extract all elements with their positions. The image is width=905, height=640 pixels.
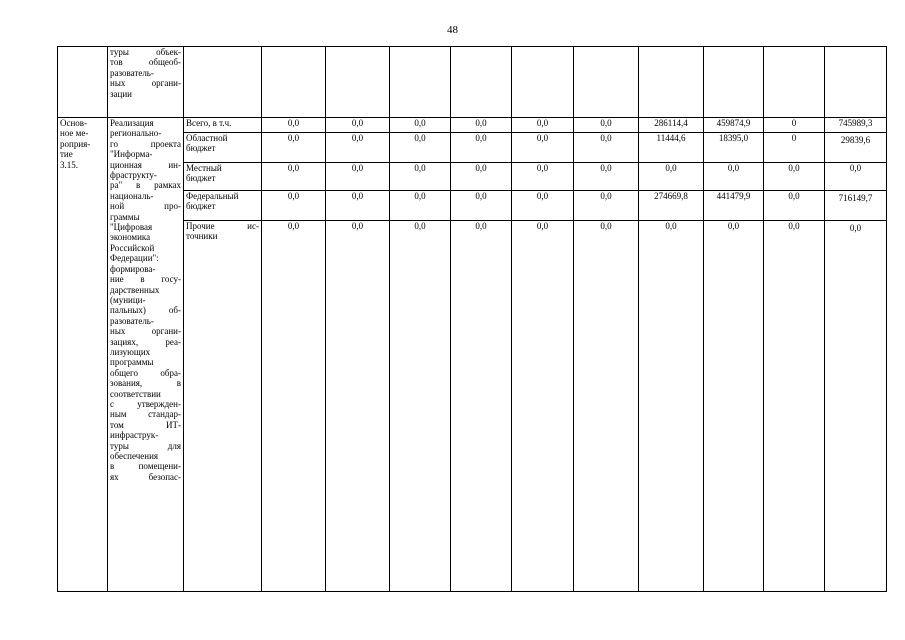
value-cell: 0,0 [451,191,512,221]
value-cell: 0,0 [451,163,512,191]
funding-source-cell: Федеральный бюджет [184,191,262,221]
value-cell: 18395,0 [704,133,764,163]
value-cell: 0,0 [390,221,451,592]
value-cell-empty [574,47,639,118]
value-cell: 0,0 [390,133,451,163]
value-cell: 0,0 [262,221,326,592]
measure-name-cell-empty [58,47,108,118]
continued-description-cell: туры объек- тов общеоб- разователь- ных органи- зации [108,47,184,118]
value-cell: 0,0 [326,118,390,133]
value-cell: 0,0 [512,133,574,163]
value-cell: 0,0 [704,163,764,191]
funding-source-cell: Областной бюджет [184,133,262,163]
value-cell: 0,0 [326,163,390,191]
value-cell-empty [451,47,512,118]
value-cell: 0 [764,133,825,163]
value-cell: 0,0 [451,133,512,163]
value-cell: 0,0 [764,163,825,191]
value-cell: 0,0 [451,221,512,592]
value-cell: 0,0 [262,133,326,163]
value-cell: 0,0 [451,118,512,133]
value-cell-empty [639,47,704,118]
value-cell: 11444,6 [639,133,704,163]
value-cell-empty [390,47,451,118]
value-cell: 274669,8 [639,191,704,221]
value-cell: 0,0 [574,133,639,163]
source-cell-empty [184,47,262,118]
funding-source-cell: Всего, в т.ч. [184,118,262,133]
value-cell: 0,0 [512,191,574,221]
value-cell-empty [764,47,825,118]
value-cell: 286114,4 [639,118,704,133]
value-cell: 0,0 [512,221,574,592]
value-cell: 441479,9 [704,191,764,221]
value-cell: 0,0 [574,221,639,592]
value-cell: 0,0 [574,163,639,191]
value-cell-empty [704,47,764,118]
measure-description-cell: Реализация регионально- го проекта "Информа- ционная ин- фраструкту- ра" в рамках националь- ной про- граммы "Цифровая экономика Российской Федерации": формирова- ние в госу- дарственных (муници- пальных) об- разователь- ных органи- зациях, реа- лизующих программы общего обра- зования, в соответствии с утвержден- ным стандар- том ИТ- инфраструк- туры для обеспечения в помещени- ях безопас- [108,118,184,592]
funding-source-cell: Местный бюджет [184,163,262,191]
value-cell: 0,0 [574,118,639,133]
value-cell: 0,0 [262,191,326,221]
value-cell: 0,0 [262,163,326,191]
measure-name-cell: Основ- ное ме- роприя- тие 3.15. [58,118,108,592]
funding-source-cell: Прочие ис- точники [184,221,262,592]
page-number: 48 [447,24,458,36]
value-cell: 0,0 [390,191,451,221]
value-cell-empty [326,47,390,118]
value-cell: 0,0 [825,221,887,592]
table-row [58,118,887,133]
value-cell: 0,0 [825,163,887,191]
value-cell: 0,0 [764,191,825,221]
value-cell: 0,0 [390,163,451,191]
value-cell: 0,0 [512,163,574,191]
value-cell: 0,0 [326,191,390,221]
value-cell: 0,0 [639,221,704,592]
value-cell: 745989,3 [825,118,887,133]
value-cell: 0,0 [764,221,825,592]
value-cell: 716149,7 [825,191,887,221]
value-cell-empty [512,47,574,118]
value-cell: 0,0 [512,118,574,133]
value-cell-empty [262,47,326,118]
value-cell: 0,0 [390,118,451,133]
value-cell: 0,0 [326,133,390,163]
value-cell: 0 [764,118,825,133]
value-cell: 0,0 [639,163,704,191]
value-cell: 0,0 [326,221,390,592]
value-cell: 459874,9 [704,118,764,133]
funding-table [57,46,887,592]
value-cell: 0,0 [704,221,764,592]
table-row [58,47,887,118]
value-cell-empty [825,47,887,118]
value-cell: 0,0 [262,118,326,133]
value-cell: 0,0 [574,191,639,221]
value-cell: 29839,6 [825,133,887,163]
